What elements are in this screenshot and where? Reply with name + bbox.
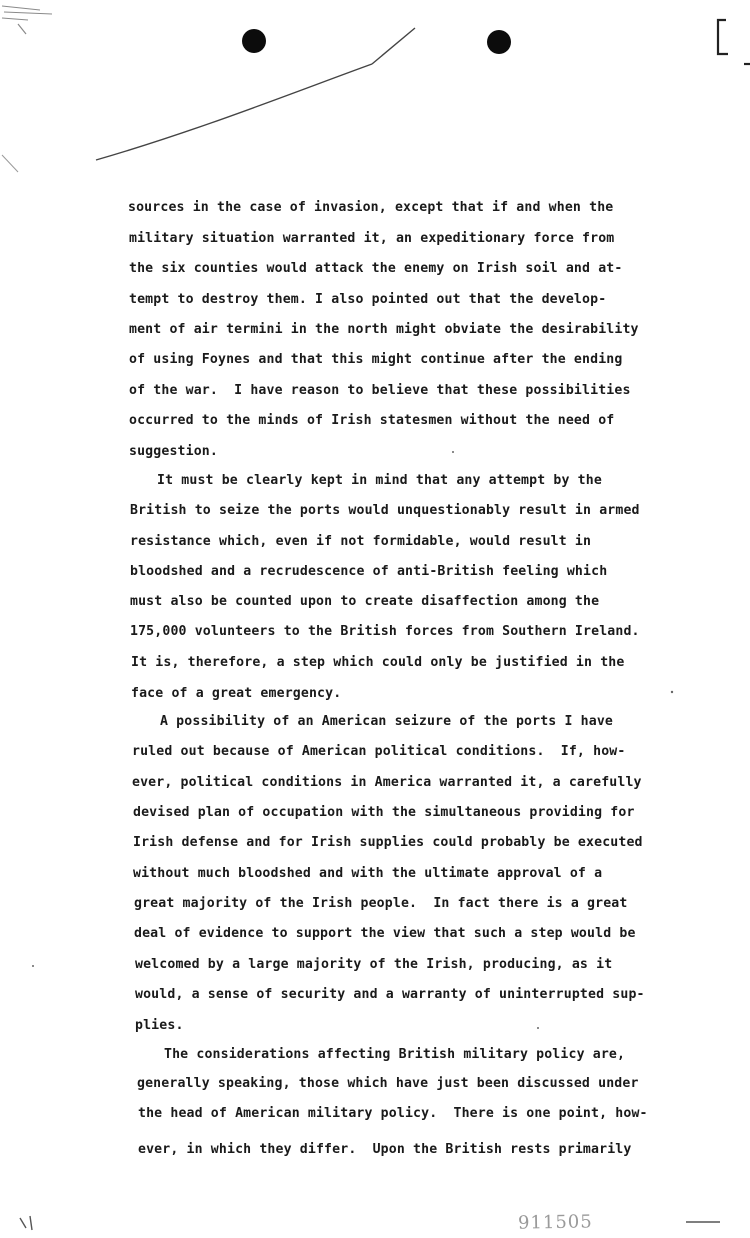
text-line: must also be counted upon to create disaffection among the [130,594,600,609]
text-line: of using Foynes and that this might continue after the ending [129,352,623,367]
text-line: occurred to the minds of Irish statesmen without the need of [129,413,615,428]
bottom-marks [20,1216,720,1230]
text-line: plies. [135,1018,184,1033]
text-line: welcomed by a large majority of the Irish, producing, as it [135,957,613,972]
text-line: The considerations affecting British military policy are, [164,1047,626,1062]
archive-stamp-number: 911505 [517,1211,593,1234]
text-line: great majority of the Irish people. In fact there is a great [134,896,628,911]
text-line: It is, therefore, a step which could only be justified in the [131,655,625,670]
text-line: Irish defense and for Irish supplies could probably be executed [133,835,643,850]
text-line: would, a sense of security and a warranty of uninterrupted sup- [135,987,645,1002]
clip-bracket [718,20,750,64]
text-line: devised plan of occupation with the simultaneous providing for [133,805,635,820]
text-line: without much bloodshed and with the ultimate approval of a [133,866,603,881]
text-line: ever, political conditions in America warranted it, a carefully [132,775,642,790]
text-line: the six counties would attack the enemy on Irish soil and at- [129,261,623,276]
text-line: British to seize the ports would unquestionably result in armed [130,503,640,518]
scan-smudge [2,6,52,34]
punch-hole-left [242,29,266,53]
text-line: It must be clearly kept in mind that any attempt by the [157,473,602,488]
text-line: A possibility of an American seizure of the ports I have [160,714,614,729]
text-line: 175,000 volunteers to the British forces from Southern Ireland. [130,624,640,639]
text-line: tempt to destroy them. I also pointed out that the develop- [129,292,607,307]
left-edge-mark [2,155,18,172]
text-line: ruled out because of American political conditions. If, how- [132,744,626,759]
text-line: ever, in which they differ. Upon the British rests primarily [138,1142,632,1157]
text-line: deal of evidence to support the view that such a step would be [134,926,636,941]
text-line: generally speaking, those which have just been discussed under [137,1076,639,1091]
text-line: face of a great emergency. [131,686,342,701]
text-line: of the war. I have reason to believe that these possibilities [129,383,631,398]
punch-hole-right [487,30,511,54]
text-line: military situation warranted it, an expeditionary force from [129,231,615,246]
text-line: the head of American military policy. There is one point, how- [138,1106,648,1121]
text-line: resistance which, even if not formidable, would result in [130,534,592,549]
text-line: ment of air termini in the north might obviate the desirability [129,322,639,337]
text-line: sources in the case of invasion, except that if and when the [128,200,614,215]
text-line: suggestion. [129,444,218,459]
text-line: bloodshed and a recrudescence of anti-British feeling which [130,564,608,579]
